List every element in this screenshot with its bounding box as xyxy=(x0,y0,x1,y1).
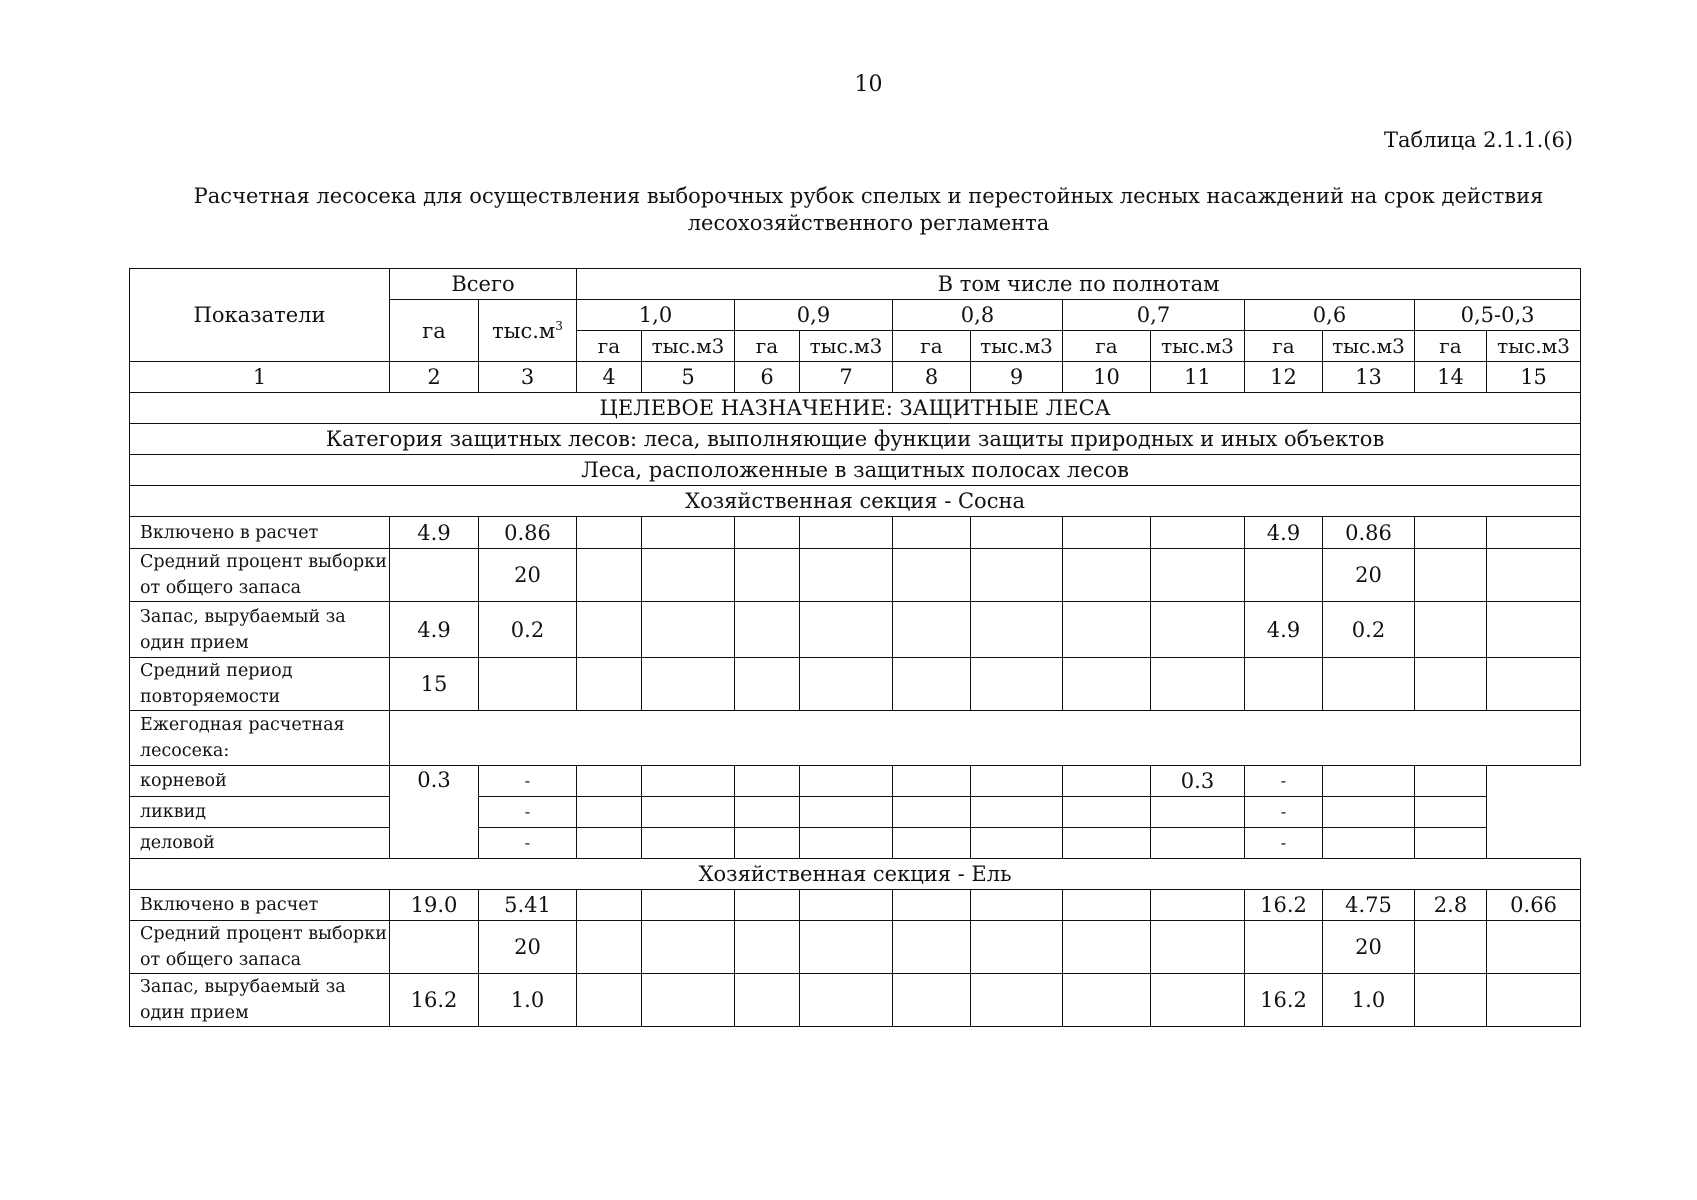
table-cell: 19.0 xyxy=(390,890,479,921)
table-cell xyxy=(577,890,642,921)
header-total: Всего xyxy=(390,269,577,300)
table-cell xyxy=(577,658,642,711)
table-cell xyxy=(577,828,642,859)
table-cell xyxy=(1487,602,1581,658)
table-cell xyxy=(893,890,971,921)
table-cell xyxy=(1151,890,1245,921)
column-number: 10 xyxy=(1063,362,1151,393)
section-subcategory: Леса, расположенные в защитных полосах лесов xyxy=(130,455,1581,486)
table-cell xyxy=(735,921,800,974)
row-label-avg-percent xyxy=(130,921,390,974)
table-cell xyxy=(800,602,893,658)
table-cell xyxy=(1151,517,1245,549)
header-total-volume xyxy=(479,300,577,362)
table-cell xyxy=(1487,549,1581,602)
volume-unit-exponent: 3 xyxy=(555,318,563,333)
header-density-0-5-0-3: 0,5-0,3 xyxy=(1415,300,1581,331)
table-cell: 0.66 xyxy=(1487,890,1581,921)
table-cell xyxy=(1063,828,1151,859)
table-cell xyxy=(893,549,971,602)
table-cell: 15 xyxy=(390,658,479,711)
header-volume: тыс.м3 xyxy=(1323,331,1415,362)
header-ha: га xyxy=(1245,331,1323,362)
header-ha: га xyxy=(577,331,642,362)
table-cell xyxy=(390,549,479,602)
section-row xyxy=(130,455,1581,486)
table-cell: 20 xyxy=(479,549,577,602)
allowable-cut-table xyxy=(129,268,1581,1027)
table-cell xyxy=(1487,517,1581,549)
table-row xyxy=(130,658,1581,711)
row-label-liquid: ликвид xyxy=(130,797,390,828)
table-cell xyxy=(1063,602,1151,658)
section-category: Категория защитных лесов: леса, выполняющие функции защиты природных и иных объектов xyxy=(130,424,1581,455)
table-cell: - xyxy=(1245,766,1323,797)
table-cell xyxy=(577,797,642,828)
section-purpose: ЦЕЛЕВОЕ НАЗНАЧЕНИЕ: ЗАЩИТНЫЕ ЛЕСА xyxy=(130,393,1581,424)
table-cell xyxy=(1415,549,1487,602)
table-cell: - xyxy=(479,797,577,828)
table-cell xyxy=(1415,921,1487,974)
table-cell xyxy=(577,921,642,974)
table-cell xyxy=(577,549,642,602)
table-cell: - xyxy=(479,766,577,797)
label-line: Запас, вырубаемый за xyxy=(140,977,346,997)
table-cell: 1.0 xyxy=(1323,974,1415,1027)
table-cell xyxy=(971,517,1063,549)
column-number: 3 xyxy=(479,362,577,393)
table-cell xyxy=(642,602,735,658)
table-cell: 0.3 xyxy=(390,766,479,859)
table-cell xyxy=(642,890,735,921)
header-volume: тыс.м3 xyxy=(1487,331,1581,362)
header-ha: га xyxy=(1415,331,1487,362)
table-cell xyxy=(1245,658,1323,711)
table-cell xyxy=(642,797,735,828)
table-cell xyxy=(1063,549,1151,602)
row-label-period xyxy=(130,658,390,711)
table-cell: 20 xyxy=(1323,921,1415,974)
table-cell: 16.2 xyxy=(1245,890,1323,921)
table-cell: 0.2 xyxy=(1323,602,1415,658)
table-cell xyxy=(971,921,1063,974)
label-line: Средний процент выборки xyxy=(140,924,387,944)
row-label-root: корневой xyxy=(130,766,390,797)
table-cell: 4.75 xyxy=(1323,890,1415,921)
header-ha: га xyxy=(1063,331,1151,362)
table-cell xyxy=(642,921,735,974)
label-line: Средний процент выборки xyxy=(140,552,387,572)
table-cell xyxy=(1487,921,1581,974)
table-cell-empty xyxy=(390,711,1581,766)
table-cell xyxy=(390,921,479,974)
table-cell xyxy=(800,549,893,602)
row-label-business: деловой xyxy=(130,828,390,859)
table-cell xyxy=(1323,828,1415,859)
table-cell xyxy=(893,602,971,658)
label-line: один прием xyxy=(140,632,249,653)
label-line: Ежегодная расчетная xyxy=(140,715,345,735)
header-density-0-6: 0,6 xyxy=(1245,300,1415,331)
table-cell: 4.9 xyxy=(1245,517,1323,549)
table-cell: - xyxy=(1245,797,1323,828)
table-cell: 20 xyxy=(479,921,577,974)
table-cell xyxy=(1323,658,1415,711)
table-cell xyxy=(735,766,800,797)
column-number: 2 xyxy=(390,362,479,393)
header-total-ha: га xyxy=(390,300,479,362)
table-cell xyxy=(577,766,642,797)
table-cell xyxy=(800,921,893,974)
table-cell: 4.9 xyxy=(1245,602,1323,658)
document-title xyxy=(180,183,1557,237)
table-cell xyxy=(893,828,971,859)
table-cell xyxy=(735,658,800,711)
table-cell xyxy=(971,797,1063,828)
table-cell: 0.86 xyxy=(479,517,577,549)
section-row xyxy=(130,859,1581,890)
table-cell xyxy=(735,549,800,602)
table-cell: 0.2 xyxy=(479,602,577,658)
table-cell xyxy=(1063,517,1151,549)
row-label-avg-percent xyxy=(130,549,390,602)
label-line: повторяемости xyxy=(140,687,281,707)
table-cell xyxy=(577,974,642,1027)
table-cell xyxy=(735,517,800,549)
title-line-2: лесохозяйственного регламента xyxy=(687,211,1050,235)
table-cell xyxy=(1323,766,1415,797)
table-cell xyxy=(1415,517,1487,549)
table-cell xyxy=(735,797,800,828)
column-number: 9 xyxy=(971,362,1063,393)
table-cell xyxy=(735,828,800,859)
row-label-included: Включено в расчет xyxy=(130,517,390,549)
header-density-0-8: 0,8 xyxy=(893,300,1063,331)
table-cell xyxy=(971,658,1063,711)
table-cell xyxy=(1487,974,1581,1027)
table-cell xyxy=(1151,828,1245,859)
table-cell xyxy=(577,602,642,658)
table-cell: - xyxy=(1245,828,1323,859)
table-cell xyxy=(800,828,893,859)
table-cell: 0.3 xyxy=(1151,766,1245,797)
table-row xyxy=(130,602,1581,658)
table-cell xyxy=(735,890,800,921)
header-indicators: Показатели xyxy=(130,269,390,362)
table-cell xyxy=(1063,890,1151,921)
table-cell: 4.9 xyxy=(390,517,479,549)
header-ha: га xyxy=(893,331,971,362)
table-row xyxy=(130,549,1581,602)
table-row xyxy=(130,797,1581,828)
table-cell xyxy=(800,797,893,828)
table-cell xyxy=(1415,658,1487,711)
table-cell xyxy=(1063,921,1151,974)
table-cell xyxy=(800,766,893,797)
table-cell: 0.86 xyxy=(1323,517,1415,549)
table-cell xyxy=(800,658,893,711)
column-numbers-row xyxy=(130,362,1581,393)
header-volume: тыс.м3 xyxy=(642,331,735,362)
table-cell xyxy=(735,974,800,1027)
label-line: лесосека: xyxy=(140,741,230,761)
section-row xyxy=(130,424,1581,455)
column-number: 13 xyxy=(1323,362,1415,393)
table-cell xyxy=(1151,797,1245,828)
label-line: от общего запаса xyxy=(140,578,302,598)
table-row xyxy=(130,828,1581,859)
table-cell xyxy=(1245,921,1323,974)
table-cell xyxy=(971,602,1063,658)
table-cell xyxy=(1063,658,1151,711)
table-cell xyxy=(642,549,735,602)
section-pine: Хозяйственная секция - Сосна xyxy=(130,486,1581,517)
table-cell xyxy=(1323,797,1415,828)
table-cell xyxy=(1415,766,1487,797)
column-number: 4 xyxy=(577,362,642,393)
table-cell xyxy=(1063,797,1151,828)
column-number: 8 xyxy=(893,362,971,393)
table-cell xyxy=(971,766,1063,797)
row-label-stock xyxy=(130,602,390,658)
header-density-0-7: 0,7 xyxy=(1063,300,1245,331)
table-row xyxy=(130,890,1581,921)
table-cell xyxy=(642,766,735,797)
table-cell xyxy=(1063,974,1151,1027)
table-cell xyxy=(893,766,971,797)
header-density-1-0: 1,0 xyxy=(577,300,735,331)
table-cell xyxy=(642,828,735,859)
table-cell xyxy=(893,797,971,828)
section-row xyxy=(130,486,1581,517)
column-number: 14 xyxy=(1415,362,1487,393)
table-cell xyxy=(800,890,893,921)
table-cell: 5.41 xyxy=(479,890,577,921)
table-cell xyxy=(1151,921,1245,974)
header-volume: тыс.м3 xyxy=(1151,331,1245,362)
table-cell xyxy=(1415,828,1487,859)
table-cell xyxy=(971,890,1063,921)
title-line-1: Расчетная лесосека для осуществления выборочных рубок спелых и перестойных лесных насаждений на срок действия xyxy=(193,184,1544,208)
label-line: Запас, вырубаемый за xyxy=(140,606,346,627)
table-cell xyxy=(971,549,1063,602)
header-ha: га xyxy=(735,331,800,362)
table-cell xyxy=(1415,602,1487,658)
table-cell xyxy=(800,974,893,1027)
table-cell xyxy=(971,974,1063,1027)
section-spruce: Хозяйственная секция - Ель xyxy=(130,859,1581,890)
label-line: Средний период xyxy=(140,661,293,681)
column-number: 11 xyxy=(1151,362,1245,393)
table-cell xyxy=(642,658,735,711)
table-cell: 20 xyxy=(1323,549,1415,602)
table-row xyxy=(130,711,1581,766)
row-label-stock xyxy=(130,974,390,1027)
header-volume: тыс.м3 xyxy=(971,331,1063,362)
table-row xyxy=(130,921,1581,974)
column-number: 6 xyxy=(735,362,800,393)
table-row xyxy=(130,517,1581,549)
table-cell: 16.2 xyxy=(390,974,479,1027)
table-cell xyxy=(1151,658,1245,711)
label-line: от общего запаса xyxy=(140,950,302,970)
section-row xyxy=(130,393,1581,424)
column-number: 12 xyxy=(1245,362,1323,393)
table-cell xyxy=(893,921,971,974)
table-cell xyxy=(735,602,800,658)
table-cell: 2.8 xyxy=(1415,890,1487,921)
header-volume: тыс.м3 xyxy=(800,331,893,362)
header-row-1 xyxy=(130,269,1581,300)
column-number: 15 xyxy=(1487,362,1581,393)
table-cell xyxy=(971,828,1063,859)
table-cell xyxy=(577,517,642,549)
table-row xyxy=(130,974,1581,1027)
row-label-annual xyxy=(130,711,390,766)
table-cell xyxy=(1245,549,1323,602)
table-cell xyxy=(893,974,971,1027)
table-cell xyxy=(1487,658,1581,711)
table-cell xyxy=(642,974,735,1027)
table-cell: 16.2 xyxy=(1245,974,1323,1027)
column-number: 7 xyxy=(800,362,893,393)
column-number: 5 xyxy=(642,362,735,393)
table-cell xyxy=(642,517,735,549)
table-cell xyxy=(800,517,893,549)
table-cell xyxy=(893,658,971,711)
volume-unit: тыс.м xyxy=(492,318,556,343)
table-cell: - xyxy=(479,828,577,859)
label-line: один прием xyxy=(140,1003,249,1023)
table-cell: 1.0 xyxy=(479,974,577,1027)
table-cell xyxy=(1415,974,1487,1027)
table-reference: Таблица 2.1.1.(6) xyxy=(1383,128,1573,152)
table-cell xyxy=(479,658,577,711)
header-density-0-9: 0,9 xyxy=(735,300,893,331)
table-cell xyxy=(893,517,971,549)
row-label-included: Включено в расчет xyxy=(130,890,390,921)
column-number: 1 xyxy=(130,362,390,393)
table-cell xyxy=(1151,974,1245,1027)
table-cell xyxy=(1151,549,1245,602)
table-row xyxy=(130,766,1581,797)
table-cell xyxy=(1415,797,1487,828)
table-cell xyxy=(1063,766,1151,797)
table-cell xyxy=(1151,602,1245,658)
page-number: 10 xyxy=(854,72,883,97)
header-by-density: В том числе по полнотам xyxy=(577,269,1581,300)
table-cell: 4.9 xyxy=(390,602,479,658)
